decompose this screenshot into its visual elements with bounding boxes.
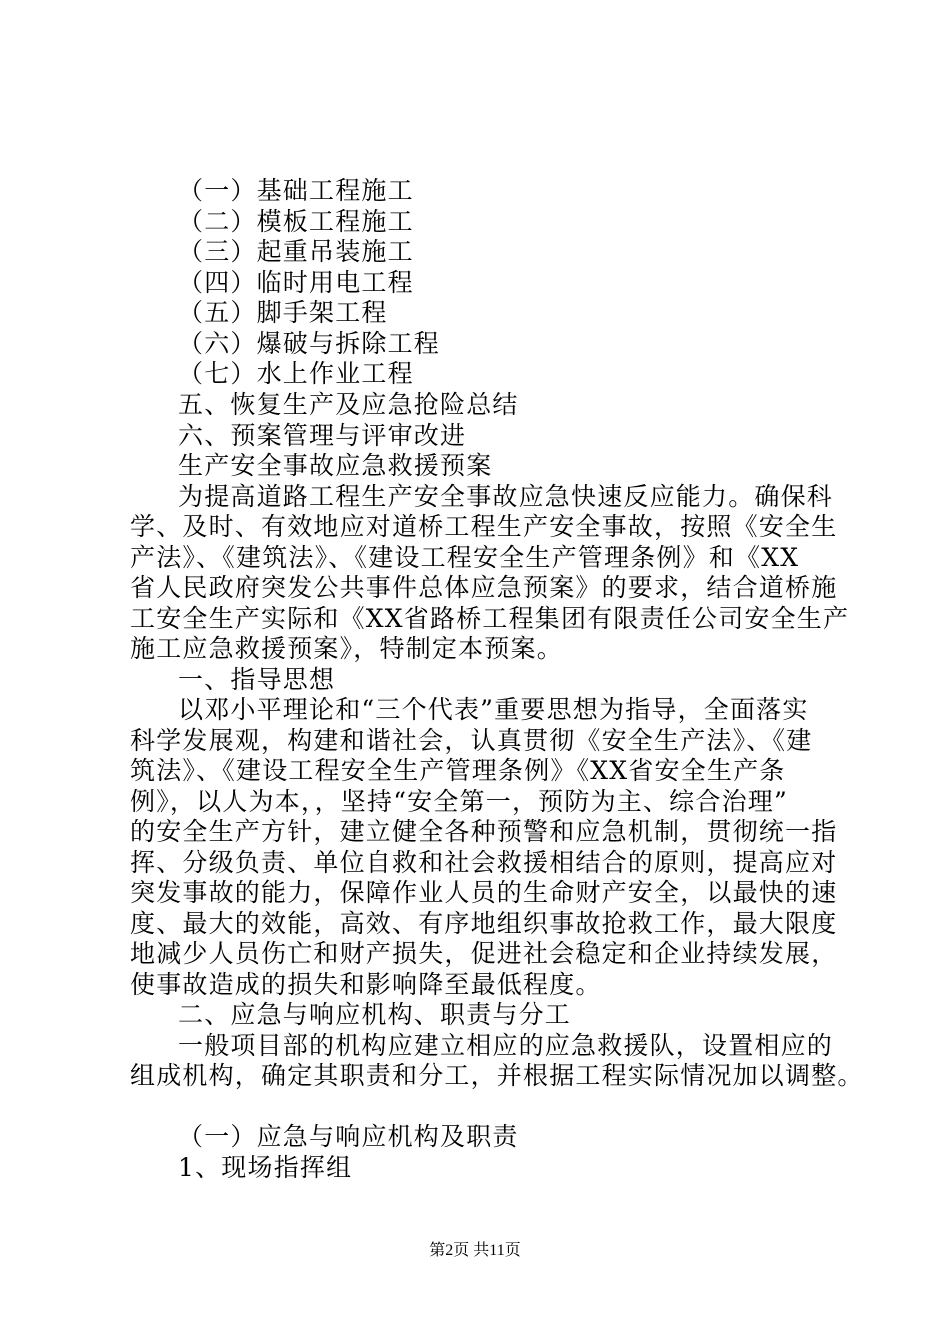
list-item: （一）基础工程施工 <box>178 176 414 205</box>
list-item: （六）爆破与拆除工程 <box>178 329 441 358</box>
paragraph-line: 施工应急救援预案》，特制定本预案。 <box>130 634 563 663</box>
subsection-heading: （一）应急与响应机构及职责 <box>178 1122 519 1151</box>
paragraph-line: 学、及时、有效地应对道桥工程生产安全事故，按照《安全生 <box>130 512 838 541</box>
list-item: （七）水上作业工程 <box>178 359 414 388</box>
paragraph-line: 度、最大的效能，高效、有序地组织事故抢救工作，最大限度 <box>130 909 838 938</box>
paragraph-line: 突发事故的能力，保障作业人员的生命财产安全，以最快的速 <box>130 878 838 907</box>
page-number: 第2页 共11页 <box>429 1242 521 1259</box>
paragraph-line: 一般项目部的机构应建立相应的应急救援队，设置相应的 <box>178 1031 834 1060</box>
document-title: 生产安全事故应急救援预案 <box>178 451 493 480</box>
subsection-heading: 1、现场指挥组 <box>178 1153 353 1182</box>
paragraph-line: 工安全生产实际和《XX省路桥工程集团有限责任公司安全生产 <box>130 604 850 633</box>
paragraph-line: 产法》、《建筑法》、《建设工程安全生产管理条例》和《XX <box>130 543 800 572</box>
paragraph-line: 以邓小平理论和“三个代表”重要思想为指导，全面落实 <box>178 695 809 724</box>
list-item: （三）起重吊装施工 <box>178 237 414 266</box>
paragraph-line: 科学发展观，构建和谐社会，认真贯彻《安全生产法》、《建 <box>130 726 813 755</box>
paragraph-line: 使事故造成的损失和影响降至最低程度。 <box>130 970 602 999</box>
paragraph-line: 筑法》、《建设工程安全生产管理条例》《XX省安全生产条 <box>130 756 786 785</box>
section-heading: 六、预案管理与评审改进 <box>178 421 467 450</box>
paragraph-line: 省人民政府突发公共事件总体应急预案》的要求，结合道桥施 <box>130 573 838 602</box>
list-item: （五）脚手架工程 <box>178 298 388 327</box>
paragraph-line: 地减少人员伤亡和财产损失，促进社会稳定和企业持续发展， <box>130 939 838 968</box>
paragraph-line: 组成机构，确定其职责和分工，并根据工程实际情况加以调整。 <box>130 1061 864 1090</box>
paragraph-line: 挥、分级负责、单位自救和社会救援相结合的原则，提高应对 <box>130 848 838 877</box>
list-item: （四）临时用电工程 <box>178 268 414 297</box>
section-heading: 二、应急与响应机构、职责与分工 <box>178 1000 572 1029</box>
section-heading: 五、恢复生产及应急抢险总结 <box>178 390 519 419</box>
list-item: （二）模板工程施工 <box>178 207 414 236</box>
paragraph-line: 为提高道路工程生产安全事故应急快速反应能力。确保科 <box>178 482 834 511</box>
paragraph-line: 例》，以人为本，，坚持“安全第一，预防为主、综合治理” <box>130 787 788 816</box>
section-heading: 一、指导思想 <box>178 665 336 694</box>
paragraph-line: 的安全生产方针，建立健全各种预警和应急机制，贯彻统一指 <box>130 817 838 846</box>
